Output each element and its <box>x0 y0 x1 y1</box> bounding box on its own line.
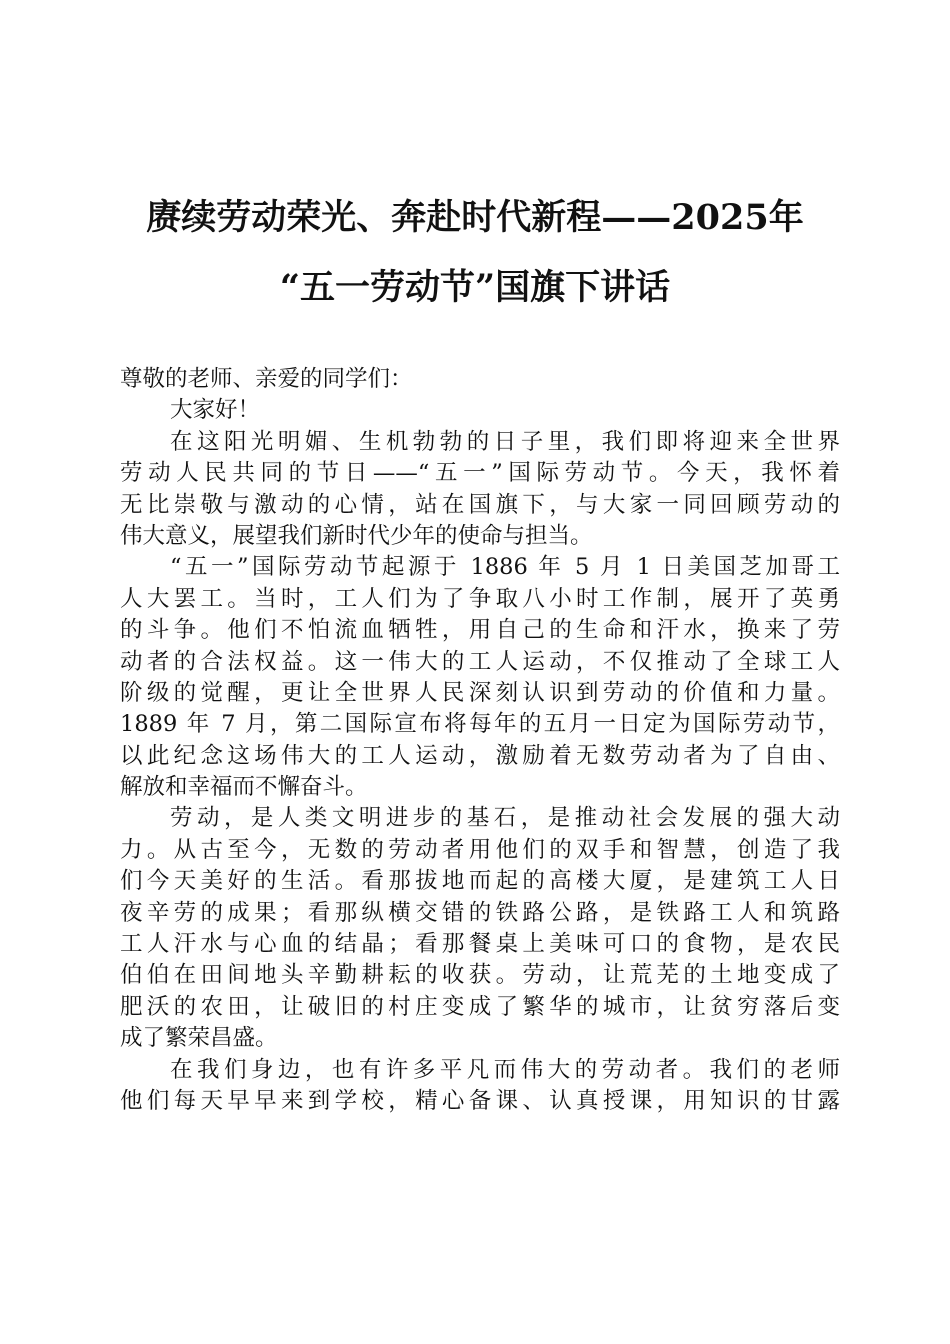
text-line: 解放和幸福而不懈奋斗。 <box>120 774 368 801</box>
text-line: 伯伯在田间地头辛勤耕耘的收获。劳动，让荒芜的土地变成了 <box>120 962 840 989</box>
text-line: 成了繁荣昌盛。 <box>120 1025 278 1052</box>
text-line: 无比崇敬与激动的心情，站在国旗下，与大家一同回顾劳动的 <box>120 491 840 518</box>
text-line: 大家好！ <box>170 397 261 424</box>
text-line: 的斗争。他们不怕流血牺牲，用自己的生命和汗水，换来了劳 <box>120 617 840 644</box>
text-line: 劳动，是人类文明进步的基石，是推动社会发展的强大动 <box>170 805 840 832</box>
page-title-line-1: 赓续劳动荣光、奔赴时代新程——2025年 <box>146 197 804 238</box>
text-line: 肥沃的农田，让破旧的村庄变成了繁华的城市，让贫穷落后变 <box>120 993 840 1020</box>
text-line: 劳动人民共同的节日——“五一”国际劳动节。今天，我怀着 <box>120 460 840 487</box>
page-title-line-2: “五一劳动节”国旗下讲话 <box>279 267 671 308</box>
text-line: 尊敬的老师、亲爱的同学们： <box>120 366 413 392</box>
text-line: 他们每天早早来到学校，精心备课、认真授课，用知识的甘露 <box>120 1087 840 1114</box>
text-line: 动者的合法权益。这一伟大的工人运动，不仅推动了全球工人 <box>120 648 840 675</box>
text-line: 力。从古至今，无数的劳动者用他们的双手和智慧，创造了我 <box>120 836 840 863</box>
text-line: 人大罢工。当时，工人们为了争取八小时工作制，展开了英勇 <box>120 585 840 612</box>
text-line: 在这阳光明媚、生机勃勃的日子里，我们即将迎来全世界 <box>170 428 840 455</box>
text-line: 以此纪念这场伟大的工人运动，激励着无数劳动者为了自由、 <box>120 742 840 769</box>
text-line: 阶级的觉醒，更让全世界人民深刻认识到劳动的价值和力量。 <box>120 679 840 706</box>
text-line: 伟大意义，展望我们新时代少年的使命与担当。 <box>120 522 593 549</box>
text-line: 工人汗水与心血的结晶；看那餐桌上美味可口的食物，是农民 <box>120 931 840 958</box>
text-line: “五一”国际劳动节起源于 1886 年 5 月 1 日美国芝加哥工 <box>170 554 840 581</box>
text-line: 1889 年 7 月，第二国际宣布将每年的五月一日定为国际劳动节， <box>120 711 840 738</box>
text-line: 在我们身边，也有许多平凡而伟大的劳动者。我们的老师 <box>170 1056 840 1083</box>
speech-body <box>120 364 840 1117</box>
text-line: 们今天美好的生活。看那拔地而起的高楼大厦，是建筑工人日 <box>120 868 840 895</box>
text-line: 夜辛劳的成果；看那纵横交错的铁路公路，是铁路工人和筑路 <box>120 899 840 926</box>
